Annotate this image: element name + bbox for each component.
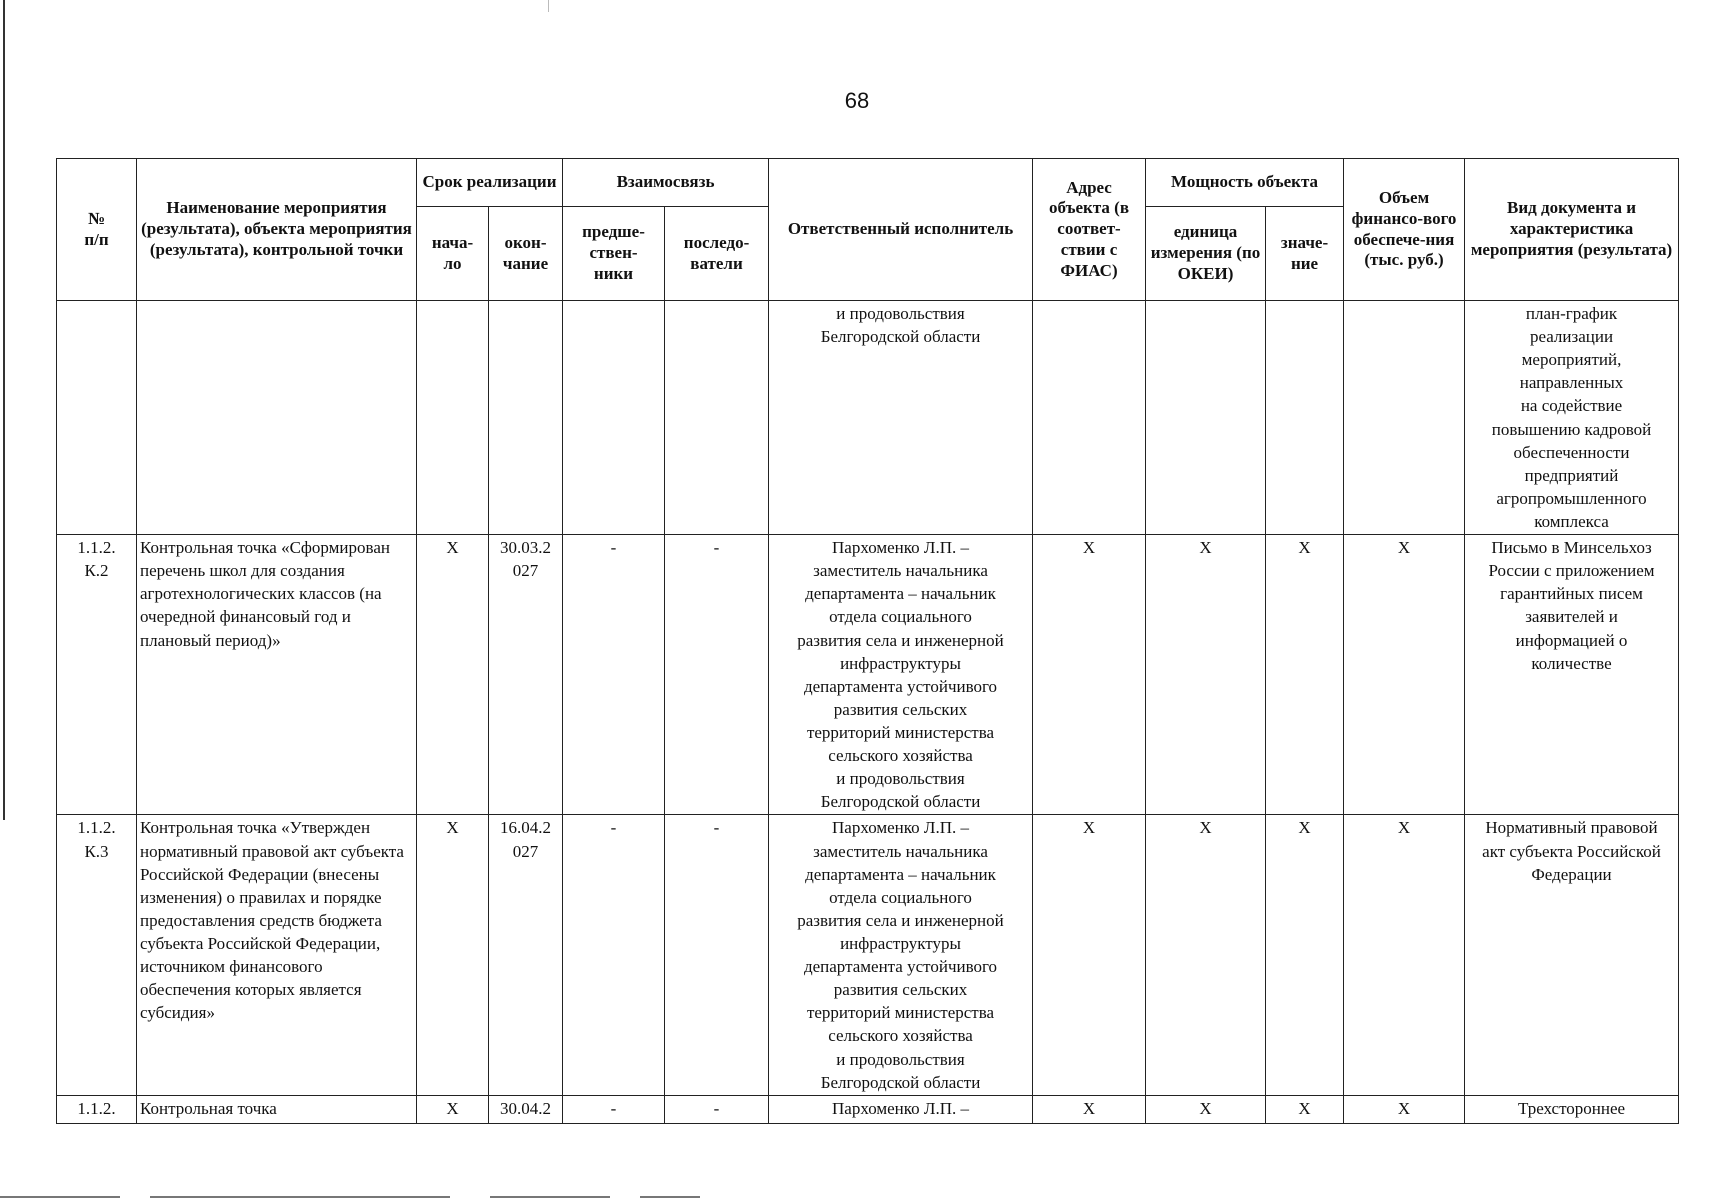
cell-next: - xyxy=(665,815,769,1095)
table-header xyxy=(57,159,1679,301)
header-link-next: последо- ватели xyxy=(665,207,769,301)
cell-next: - xyxy=(665,1095,769,1123)
cell-address: X xyxy=(1033,815,1146,1095)
cell-num: 1.1.2. xyxy=(57,1095,137,1123)
cell-prev: - xyxy=(563,535,665,815)
header-link: Взаимосвязь xyxy=(563,159,769,207)
cell-unit: X xyxy=(1146,815,1266,1095)
cell-name: Контрольная точка «Утвержден нормативный правовой акт субъекта Российской Федерации (внесены изменения) о правилах и порядке предоставления средств бюджета субъекта Российской Федерации, источником финансового обеспечения которых является субсидия» xyxy=(137,815,417,1095)
cell-doc: Письмо в Минсельхоз России с приложением гарантийных писем заявителей и информацией о количестве xyxy=(1465,535,1679,815)
scan-margin-line xyxy=(3,0,5,820)
cell-end: 16.04.2 027 xyxy=(489,815,563,1095)
cell-prev: - xyxy=(563,1095,665,1123)
cell-doc: Нормативный правовой акт субъекта Российской Федерации xyxy=(1465,815,1679,1095)
header-term-end: окон- чание xyxy=(489,207,563,301)
cell-prev xyxy=(563,301,665,535)
cell-doc: Трехстороннее xyxy=(1465,1095,1679,1123)
cell-num: 1.1.2. К.2 xyxy=(57,535,137,815)
table-body xyxy=(57,301,1679,1124)
cell-unit: X xyxy=(1146,1095,1266,1123)
table-row xyxy=(57,815,1679,1095)
cell-value: X xyxy=(1266,535,1344,815)
cell-finance: X xyxy=(1344,1095,1465,1123)
cell-name: Контрольная точка «Сформирован перечень школ для создания агротехнологических классов (на очередной финансовый год и плановый период)» xyxy=(137,535,417,815)
header-term: Срок реализации xyxy=(417,159,563,207)
cell-value: X xyxy=(1266,815,1344,1095)
table-row xyxy=(57,1095,1679,1123)
header-capacity-value: значе- ние xyxy=(1266,207,1344,301)
cell-responsible: Пархоменко Л.П. – заместитель начальника департамента – начальник отдела социального развития села и инженерной инфраструктуры департамента устойчивого развития сельских территорий министерства сельского хозяйства и продовольствия Белгородской области xyxy=(769,815,1033,1095)
header-capacity-unit: единица измерения (по ОКЕИ) xyxy=(1146,207,1266,301)
cell-unit: X xyxy=(1146,535,1266,815)
cell-prev: - xyxy=(563,815,665,1095)
table-row xyxy=(57,301,1679,535)
cell-responsible: Пархоменко Л.П. – xyxy=(769,1095,1033,1123)
header-link-prev: предше- ствен- ники xyxy=(563,207,665,301)
cell-end xyxy=(489,301,563,535)
header-responsible: Ответственный исполнитель xyxy=(769,159,1033,301)
implementation-plan-table xyxy=(56,158,1679,1124)
cell-start: X xyxy=(417,1095,489,1123)
cell-address: X xyxy=(1033,1095,1146,1123)
cell-value: X xyxy=(1266,1095,1344,1123)
cell-next xyxy=(665,301,769,535)
cell-num xyxy=(57,301,137,535)
cell-next: - xyxy=(665,535,769,815)
scan-margin-mark xyxy=(548,0,549,12)
cell-address: X xyxy=(1033,535,1146,815)
header-address: Адрес объекта (в соответ-ствии с ФИАС) xyxy=(1033,159,1146,301)
scan-bottom-lines xyxy=(0,1196,1714,1198)
header-num: № п/п xyxy=(57,159,137,301)
cell-finance: X xyxy=(1344,815,1465,1095)
cell-responsible: Пархоменко Л.П. – заместитель начальника департамента – начальник отдела социального развития села и инженерной инфраструктуры департамента устойчивого развития сельских территорий министерства сельского хозяйства и продовольствия Белгородской области xyxy=(769,535,1033,815)
cell-name xyxy=(137,301,417,535)
header-doc: Вид документа и характеристика мероприятия (результата) xyxy=(1465,159,1679,301)
cell-start: X xyxy=(417,535,489,815)
cell-doc: план-график реализации мероприятий, направленных на содействие повышению кадровой обеспеченности предприятий агропромышленного комплекса xyxy=(1465,301,1679,535)
header-name: Наименование мероприятия (результата), объекта мероприятия (результата), контрольной точки xyxy=(137,159,417,301)
cell-value xyxy=(1266,301,1344,535)
cell-num: 1.1.2. К.3 xyxy=(57,815,137,1095)
cell-end: 30.04.2 xyxy=(489,1095,563,1123)
header-finance: Объем финансо-вого обеспече-ния (тыс. руб.) xyxy=(1344,159,1465,301)
cell-start xyxy=(417,301,489,535)
cell-end: 30.03.2 027 xyxy=(489,535,563,815)
cell-finance: X xyxy=(1344,535,1465,815)
cell-finance xyxy=(1344,301,1465,535)
header-term-start: нача- ло xyxy=(417,207,489,301)
cell-name: Контрольная точка xyxy=(137,1095,417,1123)
cell-address xyxy=(1033,301,1146,535)
header-capacity: Мощность объекта xyxy=(1146,159,1344,207)
table-row xyxy=(57,535,1679,815)
cell-responsible: и продовольствия Белгородской области xyxy=(769,301,1033,535)
cell-unit xyxy=(1146,301,1266,535)
cell-start: X xyxy=(417,815,489,1095)
page-number: 68 xyxy=(844,88,870,113)
